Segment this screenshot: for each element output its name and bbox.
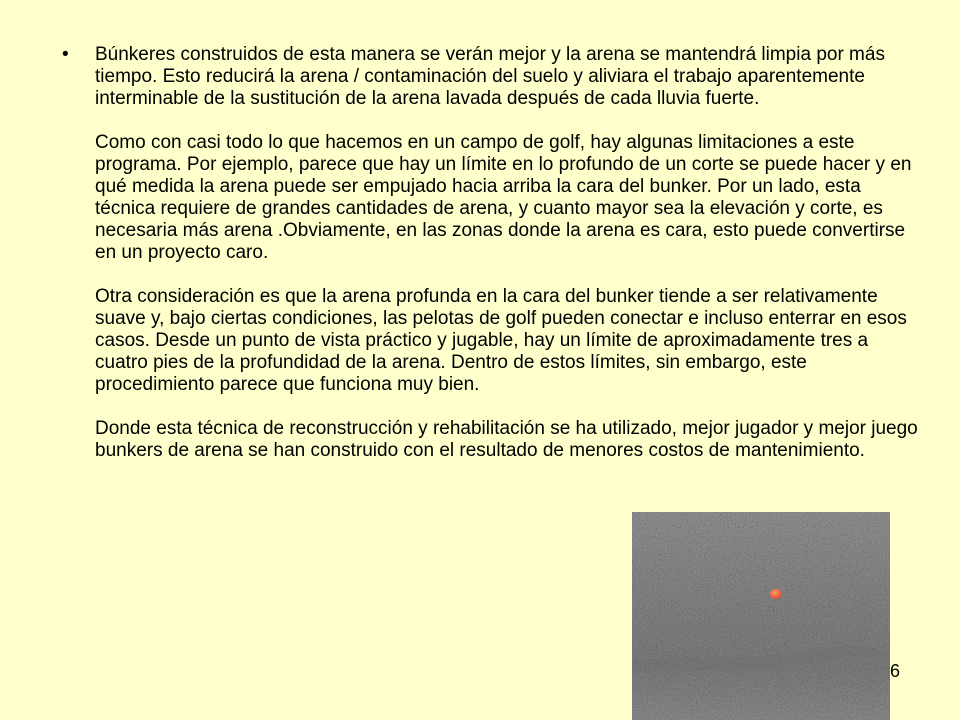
bullet-marker: • (62, 44, 69, 65)
sand-texture (632, 512, 890, 720)
paragraph-4: Donde esta técnica de reconstrucción y rehabilitación se ha utilizado, mejor jugador y mejor juego bunkers de arena se han construido con el resultado de menores costos de mantenimiento. (95, 418, 918, 461)
paragraph-3: Otra consideración es que la arena profunda en la cara del bunker tiende a ser relativamente suave y, bajo ciertas condiciones, las pelotas de golf pueden conectar e incluso enterrar en esos casos. Desde un punto de vista práctico y jugable, hay un límite de aproximadamente tres a cuatro pies de la profundidad de la arena. Dentro de estos límites, sin embargo, este procedimiento parece que funciona muy bien. (95, 286, 907, 395)
paragraph-2: Como con casi todo lo que hacemos en un campo de golf, hay algunas limitaciones a este programa. Por ejemplo, parece que hay un límite en lo profundo de un corte se puede hacer y en qué medida la arena puede ser empujado hacia arriba la cara del bunker. Por un lado, esta técnica requiere de grandes cantidades de arena, y cuanto mayor sea la elevación y corte, es necesaria más arena .Obviamente, en las zonas donde la arena es cara, esto puede convertirse en un proyecto caro. (95, 132, 912, 263)
golf-ball-icon (770, 589, 782, 599)
bullet-text (95, 44, 920, 462)
sand-bunker-photo (632, 512, 890, 720)
paragraph-1: Búnkeres construidos de esta manera se verán mejor y la arena se mantendrá limpia por más tiempo. Esto reducirá la arena / contaminación del suelo y aliviara el trabajo aparentemente interminable de la sustitución de la arena lavada después de cada lluvia fuerte. (95, 44, 885, 109)
page-number: 6 (890, 661, 901, 681)
